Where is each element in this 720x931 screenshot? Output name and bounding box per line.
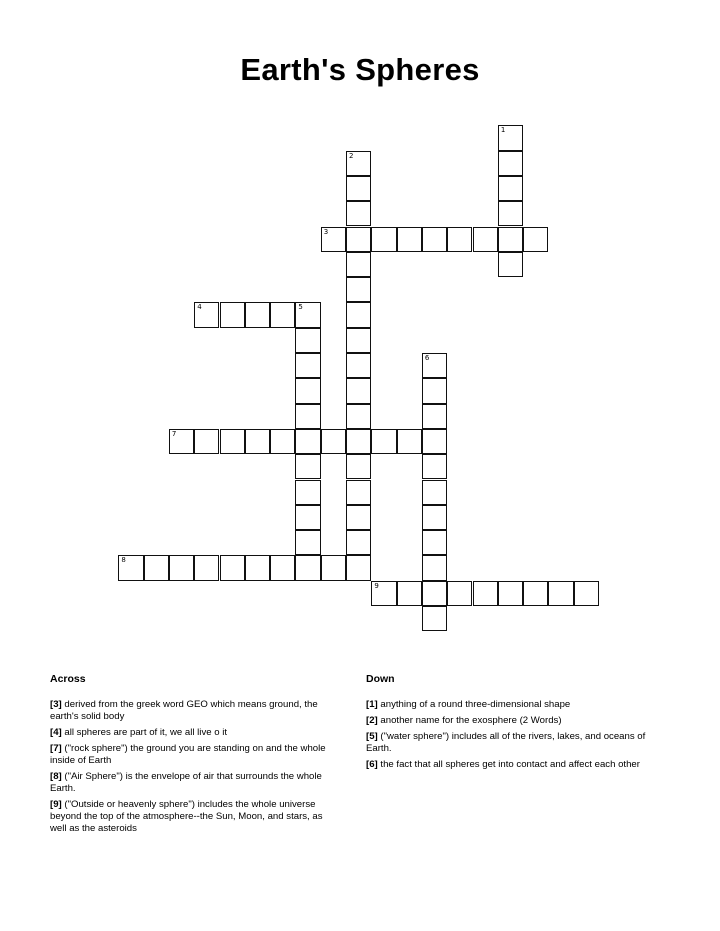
crossword-cell[interactable] <box>295 530 320 555</box>
crossword-cell[interactable] <box>295 555 320 580</box>
crossword-cell[interactable] <box>346 454 371 479</box>
clue-text: derived from the greek word GEO which means ground, the earth's solid body <box>50 698 318 722</box>
crossword-cell[interactable] <box>346 201 371 226</box>
crossword-cell[interactable] <box>220 555 245 580</box>
crossword-cell[interactable] <box>270 555 295 580</box>
crossword-cell[interactable] <box>574 581 599 606</box>
crossword-cell[interactable] <box>498 125 523 150</box>
crossword-cell[interactable] <box>346 555 371 580</box>
crossword-cell[interactable] <box>346 353 371 378</box>
crossword-cell[interactable] <box>321 227 346 252</box>
crossword-cell[interactable] <box>321 555 346 580</box>
clue-number-label: [3] <box>50 698 62 710</box>
crossword-cell[interactable] <box>498 227 523 252</box>
crossword-cell[interactable] <box>422 454 447 479</box>
crossword-cell[interactable] <box>422 530 447 555</box>
crossword-cell[interactable] <box>422 429 447 454</box>
crossword-cell[interactable] <box>346 277 371 302</box>
crossword-cell[interactable] <box>397 581 422 606</box>
crossword-cell[interactable] <box>194 302 219 327</box>
crossword-cell[interactable] <box>447 227 472 252</box>
across-heading: Across <box>50 673 86 685</box>
crossword-cell[interactable] <box>295 480 320 505</box>
crossword-cell[interactable] <box>346 302 371 327</box>
crossword-cell[interactable] <box>422 606 447 631</box>
crossword-cell[interactable] <box>346 328 371 353</box>
clue-text: ("water sphere") includes all of the rivers, lakes, and oceans of Earth. <box>366 731 646 755</box>
crossword-cell[interactable] <box>295 429 320 454</box>
crossword-cell[interactable] <box>422 378 447 403</box>
crossword-cell[interactable] <box>245 429 270 454</box>
crossword-cell[interactable] <box>422 404 447 429</box>
clue-text: all spheres are part of it, we all live o it <box>61 726 228 738</box>
clue-text: the fact that all spheres get into contact and affect each other <box>377 759 640 771</box>
down-heading: Down <box>366 673 395 685</box>
crossword-cell[interactable] <box>295 378 320 403</box>
crossword-cell[interactable] <box>371 581 396 606</box>
crossword-cell[interactable] <box>422 480 447 505</box>
crossword-cell[interactable] <box>245 302 270 327</box>
crossword-cell[interactable] <box>194 555 219 580</box>
across-clue-list <box>50 699 340 835</box>
crossword-cell[interactable] <box>295 404 320 429</box>
down-clues <box>366 674 656 776</box>
crossword-cell[interactable] <box>523 227 548 252</box>
across-clue <box>50 743 340 767</box>
crossword-cell[interactable] <box>321 429 346 454</box>
crossword-cell[interactable] <box>194 429 219 454</box>
crossword-cell[interactable] <box>422 505 447 530</box>
across-clue <box>50 699 340 723</box>
clue-number: 9 <box>374 581 379 590</box>
crossword-cell[interactable] <box>397 227 422 252</box>
clue-text: ("Outside or heavenly sphere") includes the whole universe beyond the top of the atmosphere--the Sun, Moon, and stars, as well as the asteroids <box>50 799 323 834</box>
crossword-cell[interactable] <box>498 201 523 226</box>
clue-number-label: [1] <box>366 698 378 710</box>
crossword-cell[interactable] <box>169 555 194 580</box>
crossword-cell[interactable] <box>346 404 371 429</box>
clue-number-label: [7] <box>50 743 62 755</box>
crossword-cell[interactable] <box>346 530 371 555</box>
clue-number-label: [8] <box>50 771 62 783</box>
down-clue <box>366 715 656 727</box>
clue-number-label: [6] <box>366 759 378 771</box>
crossword-cell[interactable] <box>220 429 245 454</box>
crossword-cell[interactable] <box>346 505 371 530</box>
clue-number: 2 <box>349 151 354 160</box>
clue-number: 6 <box>424 354 430 362</box>
crossword-cell[interactable] <box>220 302 245 327</box>
crossword-cell[interactable] <box>473 581 498 606</box>
across-clues <box>50 674 340 839</box>
down-clue-list <box>366 699 656 771</box>
crossword-cell[interactable] <box>371 429 396 454</box>
clue-text: another name for the exosphere (2 Words) <box>377 715 562 727</box>
clue-number: 1 <box>500 126 506 135</box>
crossword-cell[interactable] <box>169 429 194 454</box>
crossword-cell[interactable] <box>548 581 573 606</box>
clue-number: 8 <box>121 556 126 565</box>
crossword-cell[interactable] <box>295 302 320 327</box>
page-title: Earth's Spheres <box>240 52 480 87</box>
crossword-cell[interactable] <box>295 505 320 530</box>
crossword-cell[interactable] <box>346 227 371 252</box>
down-clue <box>366 731 656 755</box>
crossword-cell[interactable] <box>270 302 295 327</box>
crossword-cell[interactable] <box>346 378 371 403</box>
crossword-cell[interactable] <box>498 151 523 176</box>
crossword-cell[interactable] <box>270 429 295 454</box>
crossword-cell[interactable] <box>447 581 472 606</box>
crossword-cell[interactable] <box>295 353 320 378</box>
crossword-cell[interactable] <box>295 454 320 479</box>
clue-number: 3 <box>323 227 329 236</box>
clue-number-label: [5] <box>366 731 378 743</box>
crossword-cell[interactable] <box>498 252 523 277</box>
down-clue <box>366 759 656 771</box>
crossword-cell[interactable] <box>346 480 371 505</box>
clue-number-label: [4] <box>50 726 62 738</box>
across-clue <box>50 799 340 834</box>
crossword-cell[interactable] <box>346 429 371 454</box>
crossword-cell[interactable] <box>422 581 447 606</box>
clue-number: 5 <box>298 303 303 312</box>
clue-text: ("Air Sphere") is the envelope of air that surrounds the whole Earth. <box>50 771 322 795</box>
clue-text: ("rock sphere") the ground you are standing on and the whole inside of Earth <box>50 743 326 766</box>
crossword-cell[interactable] <box>346 176 371 201</box>
crossword-cell[interactable] <box>118 555 143 580</box>
crossword-cell[interactable] <box>245 555 270 580</box>
crossword-cell[interactable] <box>422 555 447 580</box>
crossword-cell[interactable] <box>144 555 169 580</box>
crossword-cell[interactable] <box>422 227 447 252</box>
crossword-cell[interactable] <box>346 252 371 277</box>
clue-text: anything of a round three-dimensional shape <box>377 698 571 710</box>
crossword-cell[interactable] <box>498 581 523 606</box>
clue-number-label: [9] <box>50 799 62 811</box>
crossword-cell[interactable] <box>498 176 523 201</box>
clue-number-label: [2] <box>366 715 378 727</box>
crossword-cell[interactable] <box>473 227 498 252</box>
crossword-cell[interactable] <box>295 328 320 353</box>
down-clue <box>366 699 656 711</box>
crossword-cell[interactable] <box>397 429 422 454</box>
clue-number: 7 <box>171 429 177 438</box>
crossword-cell[interactable] <box>346 151 371 176</box>
across-clue <box>50 727 340 739</box>
clue-number: 4 <box>197 303 202 312</box>
crossword-cell[interactable] <box>371 227 396 252</box>
across-clue <box>50 771 340 795</box>
crossword-cell[interactable] <box>422 353 447 378</box>
crossword-cell[interactable] <box>523 581 548 606</box>
